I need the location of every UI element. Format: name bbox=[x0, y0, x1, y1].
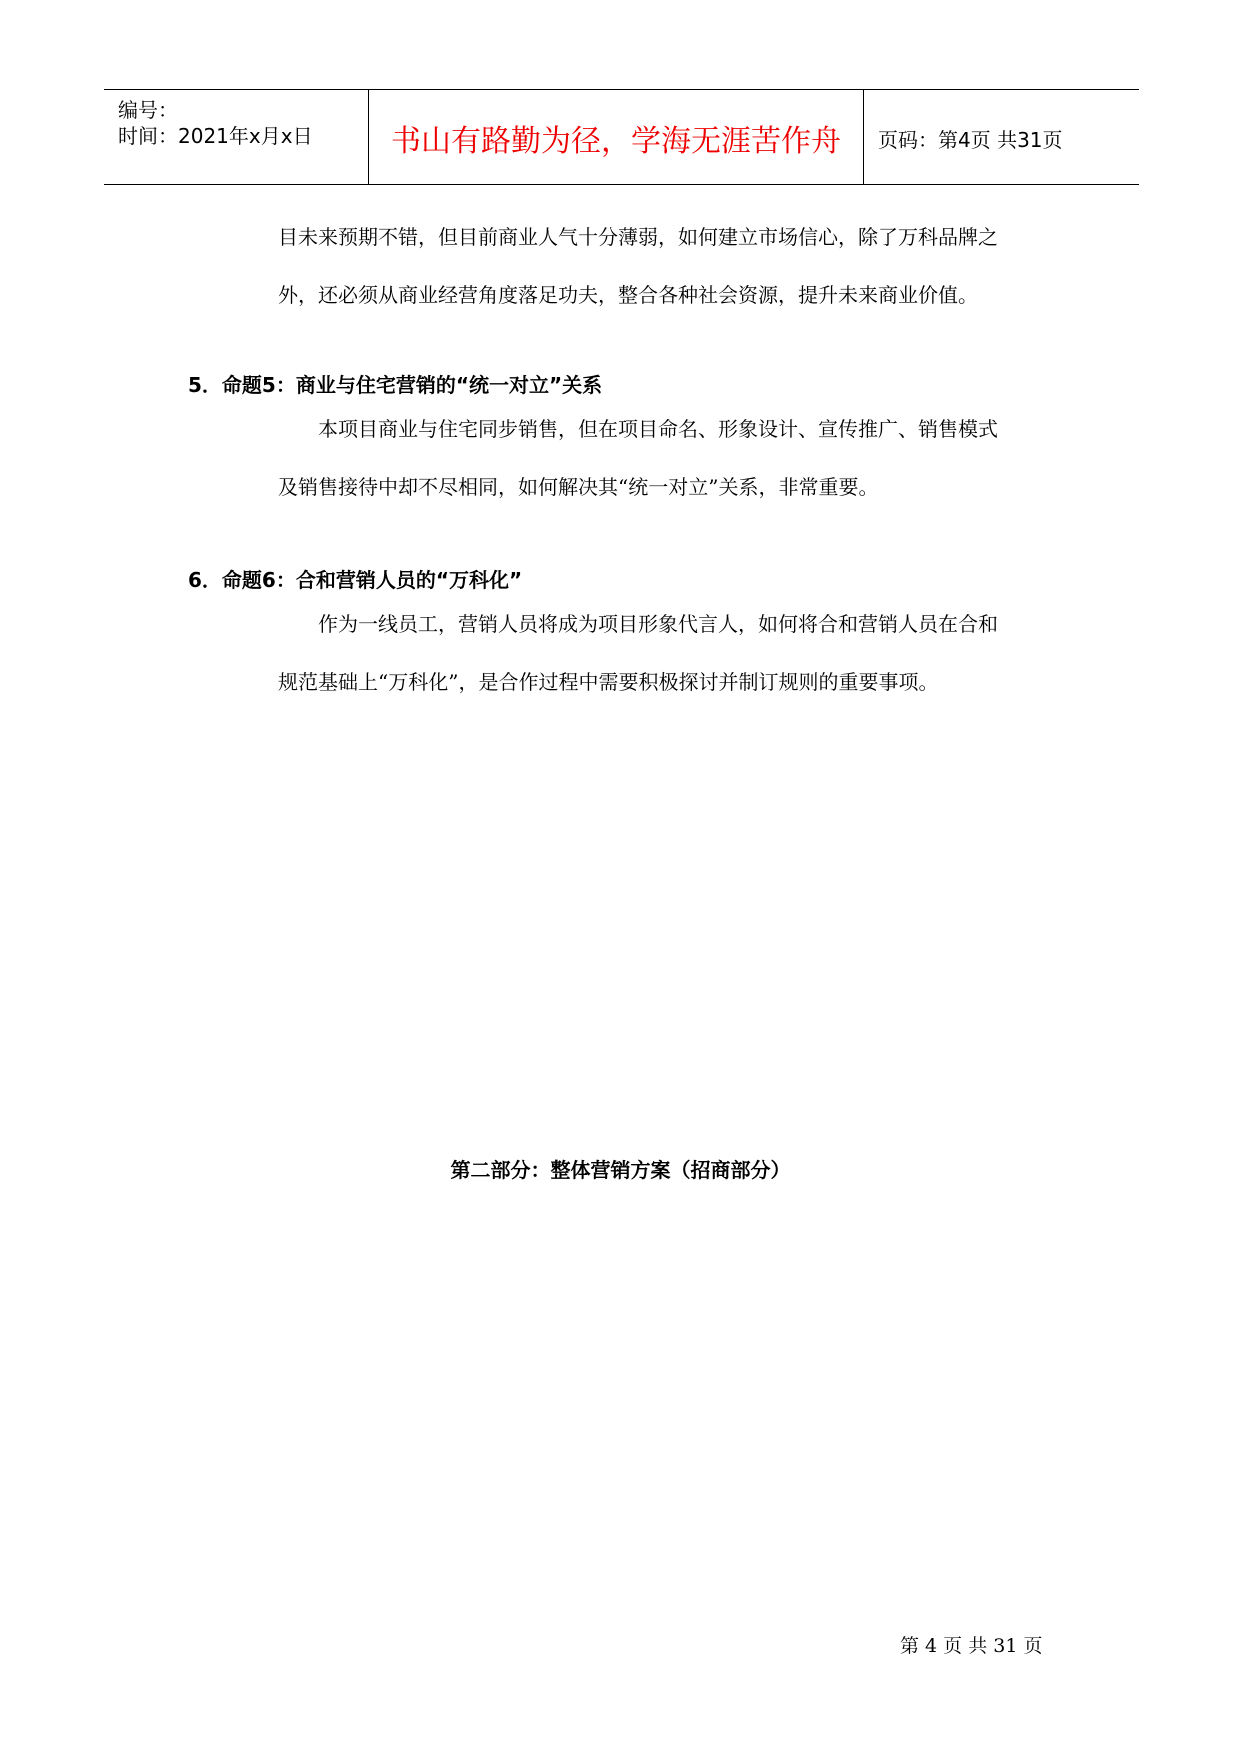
paragraph-proposition-5 bbox=[278, 400, 1058, 516]
paragraph-line: 目未来预期不错，但目前商业人气十分薄弱，如何建立市场信心，除了万科品牌之 bbox=[278, 225, 998, 249]
section-title: 第二部分：整体营销方案（招商部分） bbox=[450, 1158, 791, 1182]
page-footer: 第 4 页 共 31 页 bbox=[900, 1635, 1043, 1657]
heading-proposition-6: 6．命题6：合和营销人员的“万科化” bbox=[188, 568, 523, 592]
paragraph-line: 外，还必须从商业经营角度落足功夫，整合各种社会资源，提升未来商业价值。 bbox=[278, 283, 978, 307]
document-time-label: 时间：2021年x月x日 bbox=[118, 124, 313, 148]
paragraph-line: 及销售接待中却不尽相同，如何解决其“统一对立”关系，非常重要。 bbox=[278, 475, 879, 499]
header-page-info: 页码：第4页 共31页 bbox=[878, 128, 1063, 152]
page-header bbox=[104, 89, 1139, 185]
paragraph-line: 本项目商业与住宅同步销售，但在项目命名、形象设计、宣传推广、销售模式 bbox=[278, 417, 998, 441]
paragraph-proposition-6 bbox=[278, 595, 1058, 711]
header-page-cell bbox=[864, 90, 1139, 184]
header-motto: 书山有路勤为径，学海无涯苦作舟 bbox=[391, 124, 841, 159]
header-motto-cell bbox=[369, 90, 864, 184]
document-number-label: 编号： bbox=[118, 98, 178, 122]
paragraph-continuation bbox=[278, 208, 1058, 324]
paragraph-line: 作为一线员工，营销人员将成为项目形象代言人，如何将合和营销人员在合和 bbox=[278, 612, 998, 636]
header-meta-cell bbox=[104, 90, 369, 184]
paragraph-line: 规范基础上“万科化”，是合作过程中需要积极探讨并制订规则的重要事项。 bbox=[278, 670, 939, 694]
heading-proposition-5: 5．命题5：商业与住宅营销的“统一对立”关系 bbox=[188, 373, 603, 397]
